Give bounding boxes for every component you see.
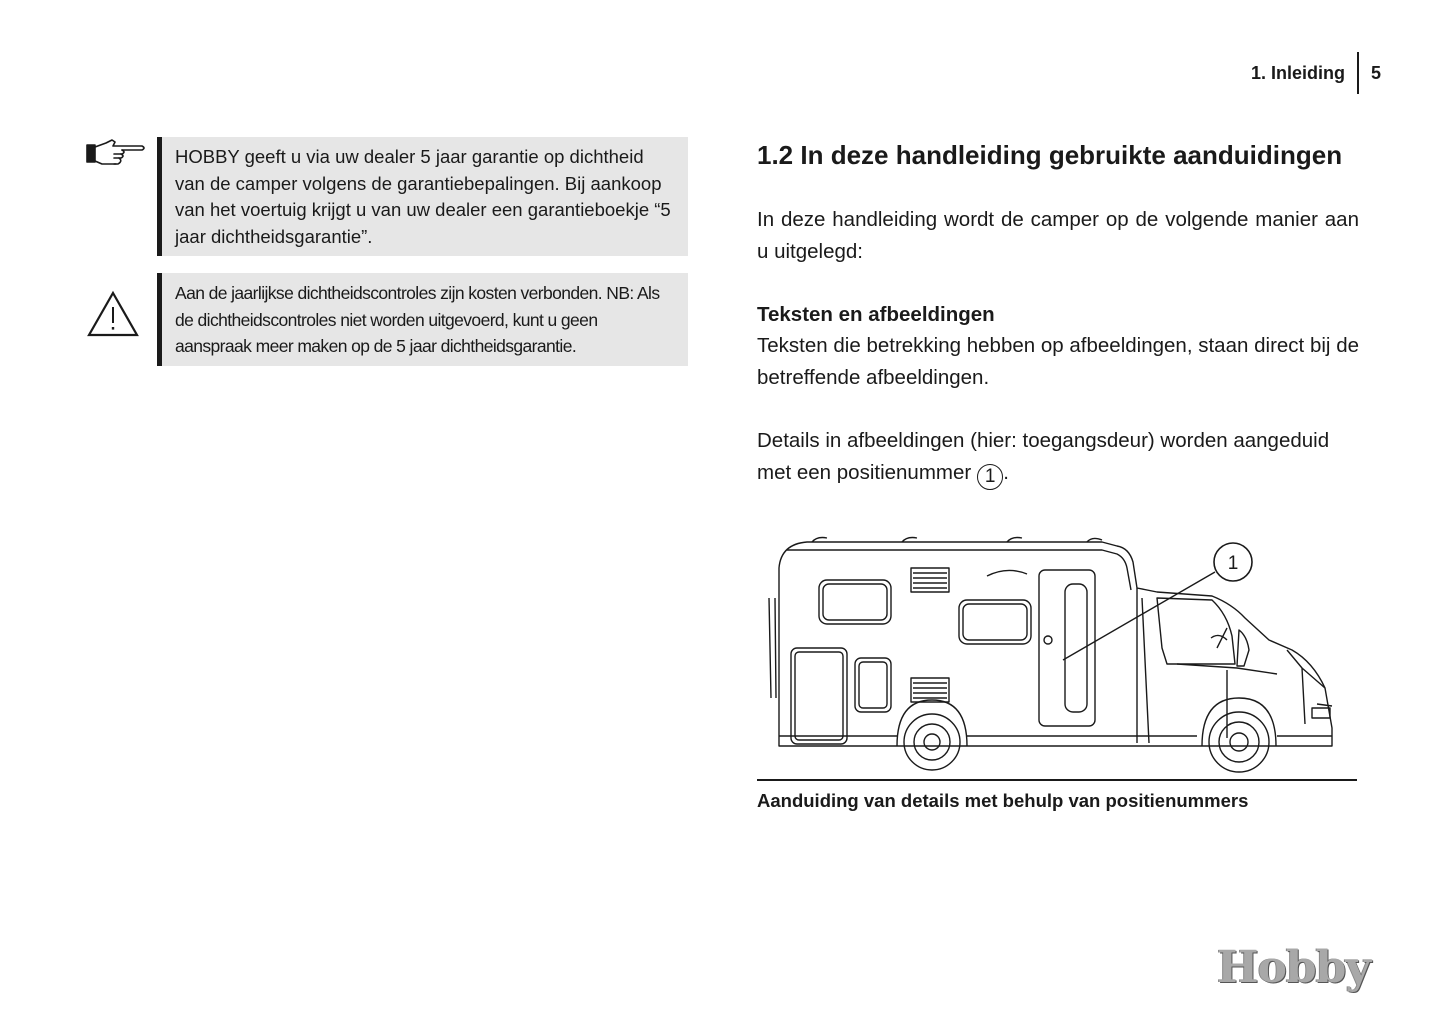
hobby-logo: Hobby xyxy=(1217,942,1371,993)
section-title: 1.2 In deze handleiding gebruikte aanduidingen xyxy=(757,140,1343,170)
intro-paragraph: In deze handleiding wordt de camper op de volgende manier aan u uitgelegd: xyxy=(757,208,1359,263)
warning-note-text: Aan de jaarlijkse dichtheidscontroles zijn kosten verbonden. NB: Als de dichtheidscontroles niet worden uitgevoerd, kunt u geen aanspraak meer maken op de 5 jaar dichtheidsgarantie. xyxy=(175,283,660,356)
chapter-title: 1. Inleiding xyxy=(1250,62,1345,83)
subheading: Teksten en afbeeldingen xyxy=(757,303,995,326)
info-note xyxy=(157,137,688,256)
figure-caption: Aanduiding van details met behulp van positienummers xyxy=(757,790,1249,811)
paragraph-position-numbers xyxy=(757,425,1359,490)
callout-number: 1 xyxy=(1227,553,1239,574)
info-note-text: HOBBY geeft u via uw dealer 5 jaar garantie op dichtheid van de camper volgens de garantiebepalingen. Bij aankoop van het voertuig krijgt u van uw dealer een garantieboekje “5 jaar dichtheidsgarantie”. xyxy=(175,146,671,247)
pointing-hand-icon xyxy=(84,137,148,169)
paragraph-images: Teksten die betrekking hebben op afbeeldingen, staan direct bij de betreffende afbeeldingen. xyxy=(757,334,1359,389)
page-number: 5 xyxy=(1370,62,1381,83)
warning-triangle-icon xyxy=(86,290,140,338)
paragraph-position-text: Details in afbeeldingen (hier: toegangsdeur) worden aangeduid met een positienummer xyxy=(757,429,1330,484)
position-number-marker: 1 xyxy=(977,464,1003,490)
page-header xyxy=(1251,52,1381,94)
figure-divider xyxy=(757,779,1357,781)
camper-illustration xyxy=(757,528,1357,780)
warning-note xyxy=(157,273,688,366)
paragraph-end: . xyxy=(1003,460,1009,484)
